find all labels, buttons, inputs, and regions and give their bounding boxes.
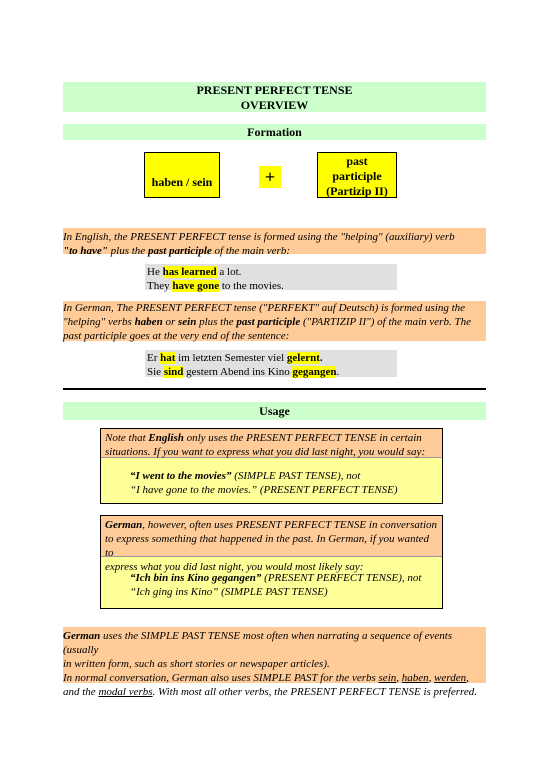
verb-highlight: hat <box>160 352 176 364</box>
text: "helping" verbs <box>63 316 135 328</box>
participle-line3: (Partizip II) <box>326 184 388 198</box>
text: gestern Abend ins Kino <box>183 366 293 378</box>
text: , however, often uses PRESENT PERFECT TENSE in conversation <box>142 519 438 531</box>
usage-heading: Usage <box>63 402 486 420</box>
german-term: German <box>63 630 101 642</box>
auxiliary-box: haben / sein <box>144 152 220 198</box>
english-example-1 <box>147 265 397 279</box>
text: He <box>147 266 163 278</box>
text: . <box>319 352 323 364</box>
german-usage-note-line1 <box>105 518 438 532</box>
german-term: German <box>105 519 143 531</box>
final-line3 <box>63 671 486 685</box>
german-examples <box>145 350 397 377</box>
text: or <box>162 316 178 328</box>
sein-term: sein <box>177 316 197 328</box>
german-intro-line2 <box>63 315 486 329</box>
text: Note that <box>105 432 149 444</box>
text: plus the <box>107 245 148 257</box>
participle-highlight: gelernt <box>286 352 320 364</box>
english-usage-example-line1 <box>130 469 442 483</box>
text: and the <box>63 686 99 698</box>
participle-highlight: gegangen <box>292 366 337 378</box>
text: a lot. <box>216 266 242 278</box>
english-usage-note-line1 <box>105 431 438 445</box>
text: plus the <box>196 316 237 328</box>
german-example-2 <box>147 365 397 379</box>
german-intro-line3: past participle goes at the very end of the sentence: <box>63 330 290 342</box>
text: , <box>428 672 435 684</box>
text: In normal conversation, German also uses SIMPLE PAST for the verbs <box>63 672 379 684</box>
title-banner <box>63 82 486 112</box>
final-paragraph <box>63 627 486 698</box>
verb-werden: werden <box>434 672 467 684</box>
present-perfect-quote: “Ich bin ins Kino gegangen” <box>130 572 262 584</box>
verb-highlight: have gone <box>172 280 220 292</box>
formation-heading: Formation <box>63 124 486 140</box>
participle-line1: past <box>346 154 368 168</box>
english-examples <box>145 264 397 290</box>
modal-verbs: modal verbs <box>98 686 153 698</box>
text: In German, The <box>63 302 136 314</box>
text: of the main verb: <box>211 245 290 257</box>
german-example-1 <box>147 351 397 365</box>
page-subtitle: OVERVIEW <box>240 98 309 112</box>
german-usage-note-line2: to express something that happened in the past. In German, if you wanted to <box>105 533 430 559</box>
verb-haben: haben <box>401 672 429 684</box>
simple-past-quote: “I went to the movies” <box>130 470 232 482</box>
text: (SIMPLE PAST TENSE), not <box>231 470 361 482</box>
participle-line2: participle <box>332 169 382 183</box>
german-usage-note <box>101 516 442 573</box>
text: uses the SIMPLE PAST TENSE most often when narrating a sequence of events (usually <box>63 630 453 656</box>
english-intro <box>63 228 486 257</box>
english-example-2 <box>147 279 397 293</box>
text: . <box>336 366 340 378</box>
text: In English, the <box>63 231 131 243</box>
past-participle-term: past participle <box>236 316 301 328</box>
english-intro-line2 <box>63 244 486 258</box>
page-title: PRESENT PERFECT TENSE <box>196 83 353 97</box>
german-usage-example-line2: “Ich ging ins Kino” (SIMPLE PAST TENSE) <box>130 586 328 598</box>
english-usage-note <box>101 429 442 457</box>
text: tense ("PERFEKT" auf Deutsch) is formed using the <box>230 302 466 314</box>
english-term: English <box>148 432 184 444</box>
german-intro-line1 <box>63 301 486 315</box>
english-usage-example-line2: “I have gone to the movies.” (PRESENT PERFECT TENSE) <box>130 484 398 496</box>
to-have-term: "to have" <box>63 245 108 257</box>
text: im letzten Semester viel <box>175 352 287 364</box>
english-intro-line1 <box>63 230 486 244</box>
plus-sign: + <box>259 166 281 188</box>
text: PRESENT PERFECT <box>135 302 231 314</box>
text: Er <box>147 352 161 364</box>
verb-highlight: has learned <box>162 266 217 278</box>
text: tense is formed using the "helping" (auxiliary) verb <box>225 231 455 243</box>
text: PRESENT PERFECT <box>130 231 226 243</box>
usage-box-english <box>100 428 443 504</box>
text: , <box>396 672 402 684</box>
text: Sie <box>147 366 164 378</box>
past-participle-term: past participle <box>147 245 212 257</box>
text: ("PARTIZIP II") of the main verb. The <box>300 316 471 328</box>
final-line1 <box>63 629 486 657</box>
verb-highlight: sind <box>163 366 184 378</box>
verb-sein: sein <box>378 672 397 684</box>
german-intro <box>63 301 486 341</box>
text: . With most all other verbs, the PRESENT PERFECT TENSE is preferred. <box>152 686 478 698</box>
text: , <box>466 672 469 684</box>
text: (PRESENT PERFECT TENSE), not <box>261 572 422 584</box>
german-usage-note-line3: express what you did last night, you would most likely say: <box>105 561 364 573</box>
final-line2: in written form, such as short stories or newspaper articles). <box>63 658 330 670</box>
usage-box-german <box>100 515 443 609</box>
english-usage-example <box>101 457 442 503</box>
text: only uses the PRESENT PERFECT TENSE in certain <box>183 432 422 444</box>
german-usage-example-line1 <box>130 571 442 585</box>
final-line4 <box>63 685 486 699</box>
text: to the movies. <box>219 280 284 292</box>
haben-term: haben <box>134 316 163 328</box>
english-usage-note-line2: situations. If you want to express what you did last night, you would say: <box>105 446 426 458</box>
section-divider <box>63 388 486 390</box>
text: They <box>147 280 173 292</box>
participle-box <box>317 152 397 198</box>
